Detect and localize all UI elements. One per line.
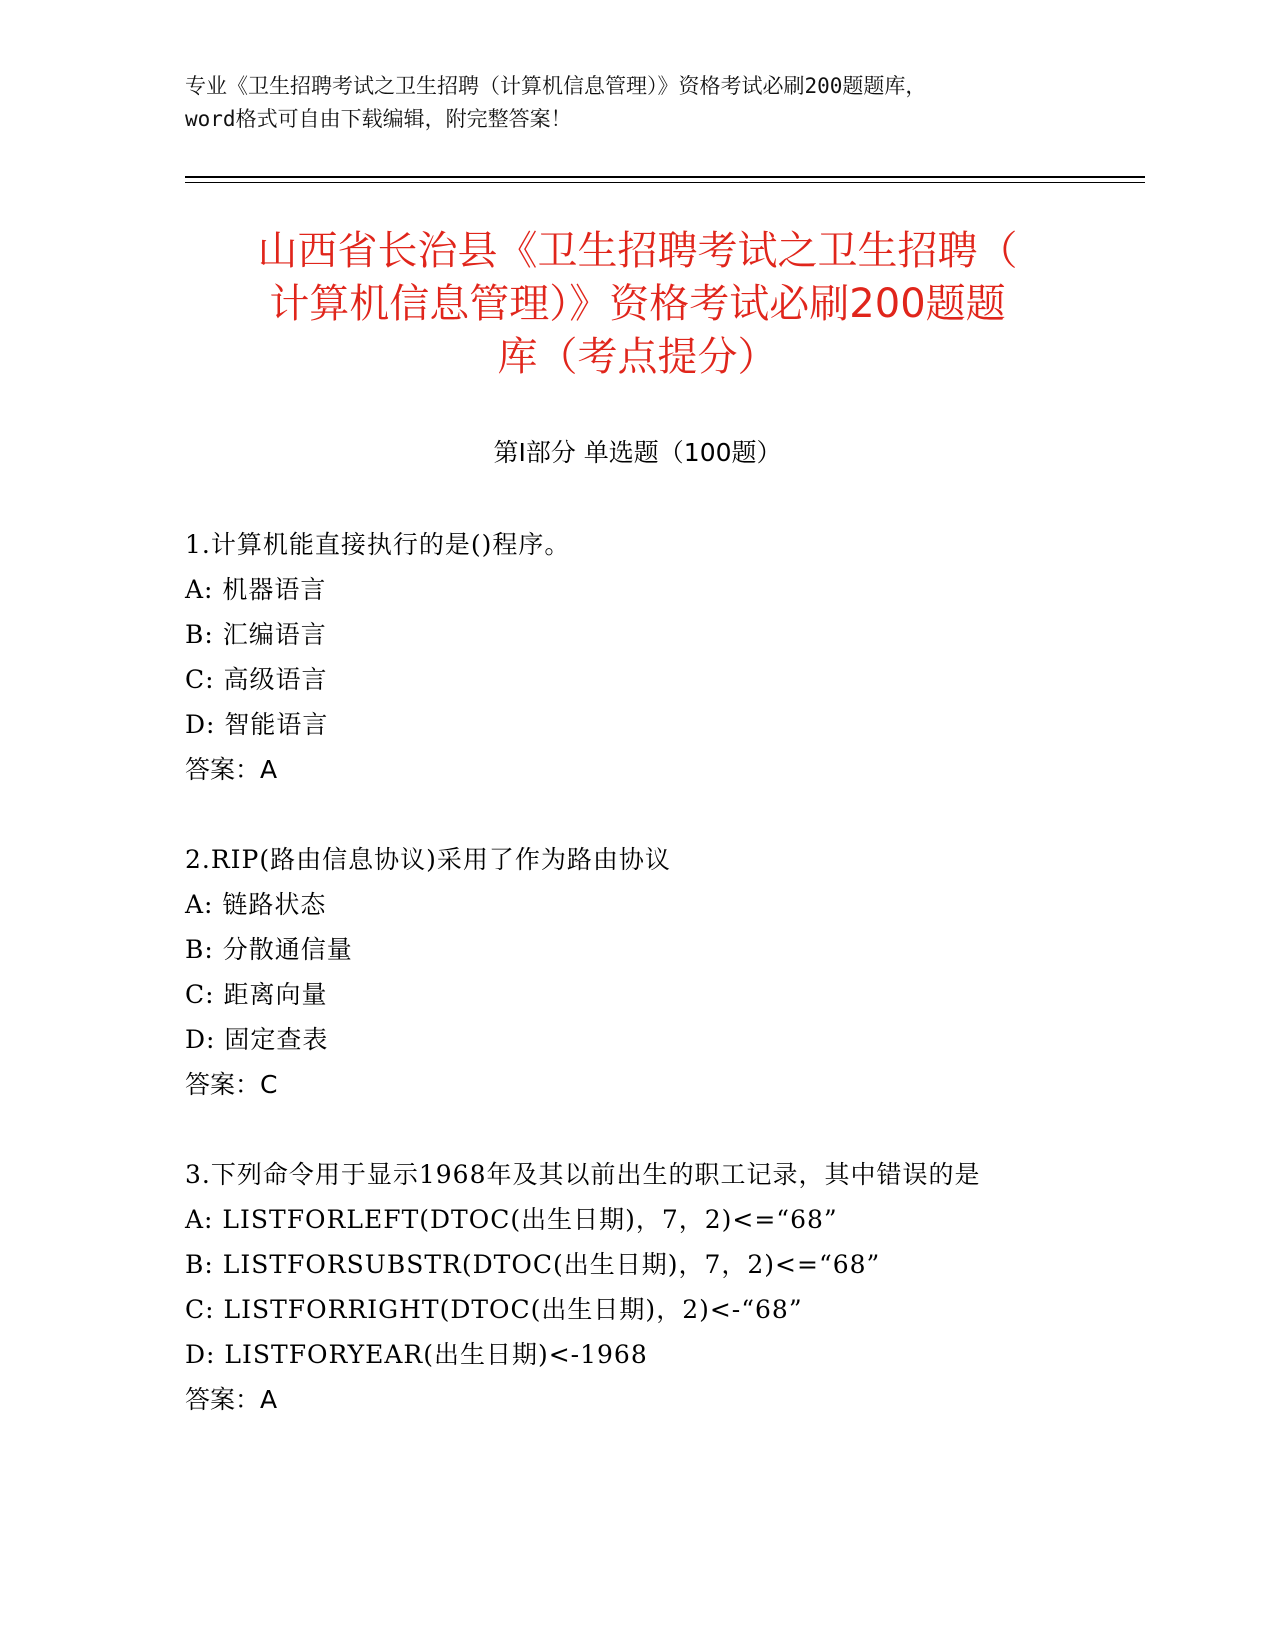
option-b: B: LISTFORSUBSTR(DTOC(出生日期)，7，2)<=“68” — [185, 1250, 881, 1279]
document-title-line-2: 计算机信息管理）》资格考试必刷200题题 — [269, 281, 1006, 327]
option-a: A: 链路状态 — [185, 890, 327, 919]
question-stem: 1.计算机能直接执行的是()程序。 — [185, 530, 571, 559]
header-note-line-2: word格式可自由下载编辑，附完整答案！ — [185, 107, 572, 131]
option-a: A: LISTFORLEFT(DTOC(出生日期)，7，2)<=“68” — [185, 1205, 838, 1234]
option-a: A: 机器语言 — [185, 575, 327, 604]
document-title-line-3: 库（考点提分） — [497, 334, 778, 380]
option-c: C: 高级语言 — [185, 665, 328, 694]
answer: 答案：C — [185, 1070, 278, 1099]
option-c: C: 距离向量 — [185, 980, 328, 1009]
header-note-line-1: 专业《卫生招聘考试之卫生招聘（计算机信息管理）》资格考试必刷200题题库， — [185, 74, 927, 98]
header-divider-thin — [185, 182, 1145, 183]
question-list — [185, 522, 1105, 1467]
header-divider-thick — [185, 176, 1145, 178]
option-d: D: 智能语言 — [185, 710, 329, 739]
option-c: C: LISTFORRIGHT(DTOC(出生日期)，2)<-“68” — [185, 1295, 803, 1324]
option-d: D: 固定查表 — [185, 1025, 329, 1054]
question-1 — [185, 522, 1105, 792]
question-stem: 3.下列命令用于显示1968年及其以前出生的职工记录，其中错误的是 — [185, 1160, 981, 1189]
document-title-line-1: 山西省长治县《卫生招聘考试之卫生招聘（ — [257, 228, 1018, 274]
question-3 — [185, 1152, 1105, 1422]
option-b: B: 分散通信量 — [185, 935, 353, 964]
option-b: B: 汇编语言 — [185, 620, 327, 649]
question-2 — [185, 837, 1105, 1107]
question-stem: 2.RIP(路由信息协议)采用了作为路由协议 — [185, 845, 671, 874]
answer: 答案：A — [185, 755, 278, 784]
option-d: D: LISTFORYEAR(出生日期)<-1968 — [185, 1340, 648, 1369]
header-note — [185, 70, 1085, 136]
answer: 答案：A — [185, 1385, 278, 1414]
document-title — [170, 225, 1105, 384]
section-heading: 第Ⅰ部分 单选题（100题） — [493, 438, 782, 467]
